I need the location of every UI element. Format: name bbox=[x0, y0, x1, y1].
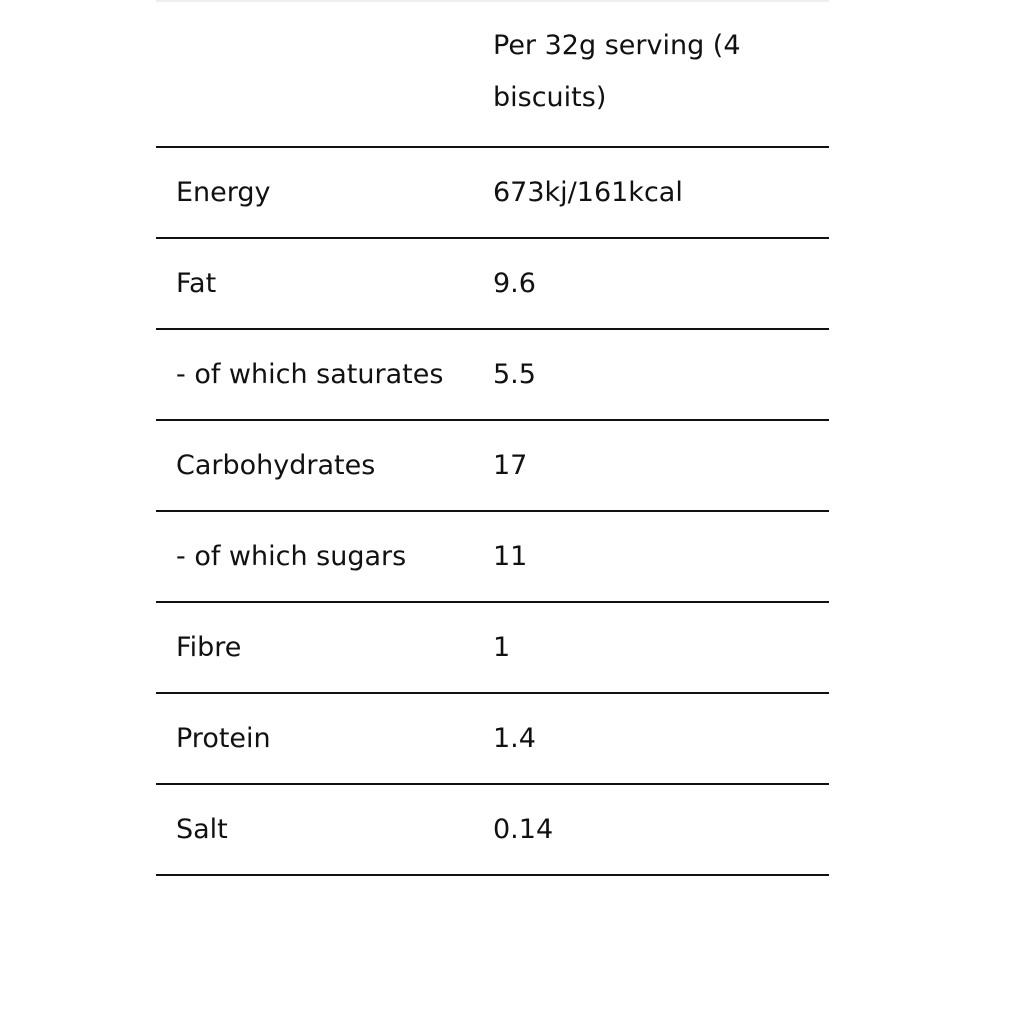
nutrient-value: 1.4 bbox=[493, 693, 829, 784]
nutrient-value: 17 bbox=[493, 420, 829, 511]
nutrient-value: 1 bbox=[493, 602, 829, 693]
nutrient-value: 5.5 bbox=[493, 329, 829, 420]
nutrient-label: - of which saturates bbox=[156, 329, 493, 420]
nutrient-value: 11 bbox=[493, 511, 829, 602]
table-row bbox=[156, 784, 829, 875]
table-row bbox=[156, 420, 829, 511]
nutrient-label: Fat bbox=[156, 238, 493, 329]
table-row bbox=[156, 147, 829, 238]
nutrient-label: - of which sugars bbox=[156, 511, 493, 602]
table-row bbox=[156, 602, 829, 693]
table-row bbox=[156, 238, 829, 329]
table-row bbox=[156, 511, 829, 602]
table-header-row bbox=[156, 0, 829, 147]
nutrient-value: 673kj/161kcal bbox=[493, 147, 829, 238]
nutrient-label: Energy bbox=[156, 147, 493, 238]
nutrient-label: Salt bbox=[156, 784, 493, 875]
nutrient-column-header bbox=[156, 0, 493, 147]
table-row bbox=[156, 693, 829, 784]
nutrient-label: Fibre bbox=[156, 602, 493, 693]
nutrition-table bbox=[156, 0, 829, 876]
nutrient-value: 9.6 bbox=[493, 238, 829, 329]
table-row bbox=[156, 329, 829, 420]
serving-column-header: Per 32g serving (4 biscuits) bbox=[493, 0, 829, 147]
nutrient-value: 0.14 bbox=[493, 784, 829, 875]
nutrient-label: Carbohydrates bbox=[156, 420, 493, 511]
nutrient-label: Protein bbox=[156, 693, 493, 784]
